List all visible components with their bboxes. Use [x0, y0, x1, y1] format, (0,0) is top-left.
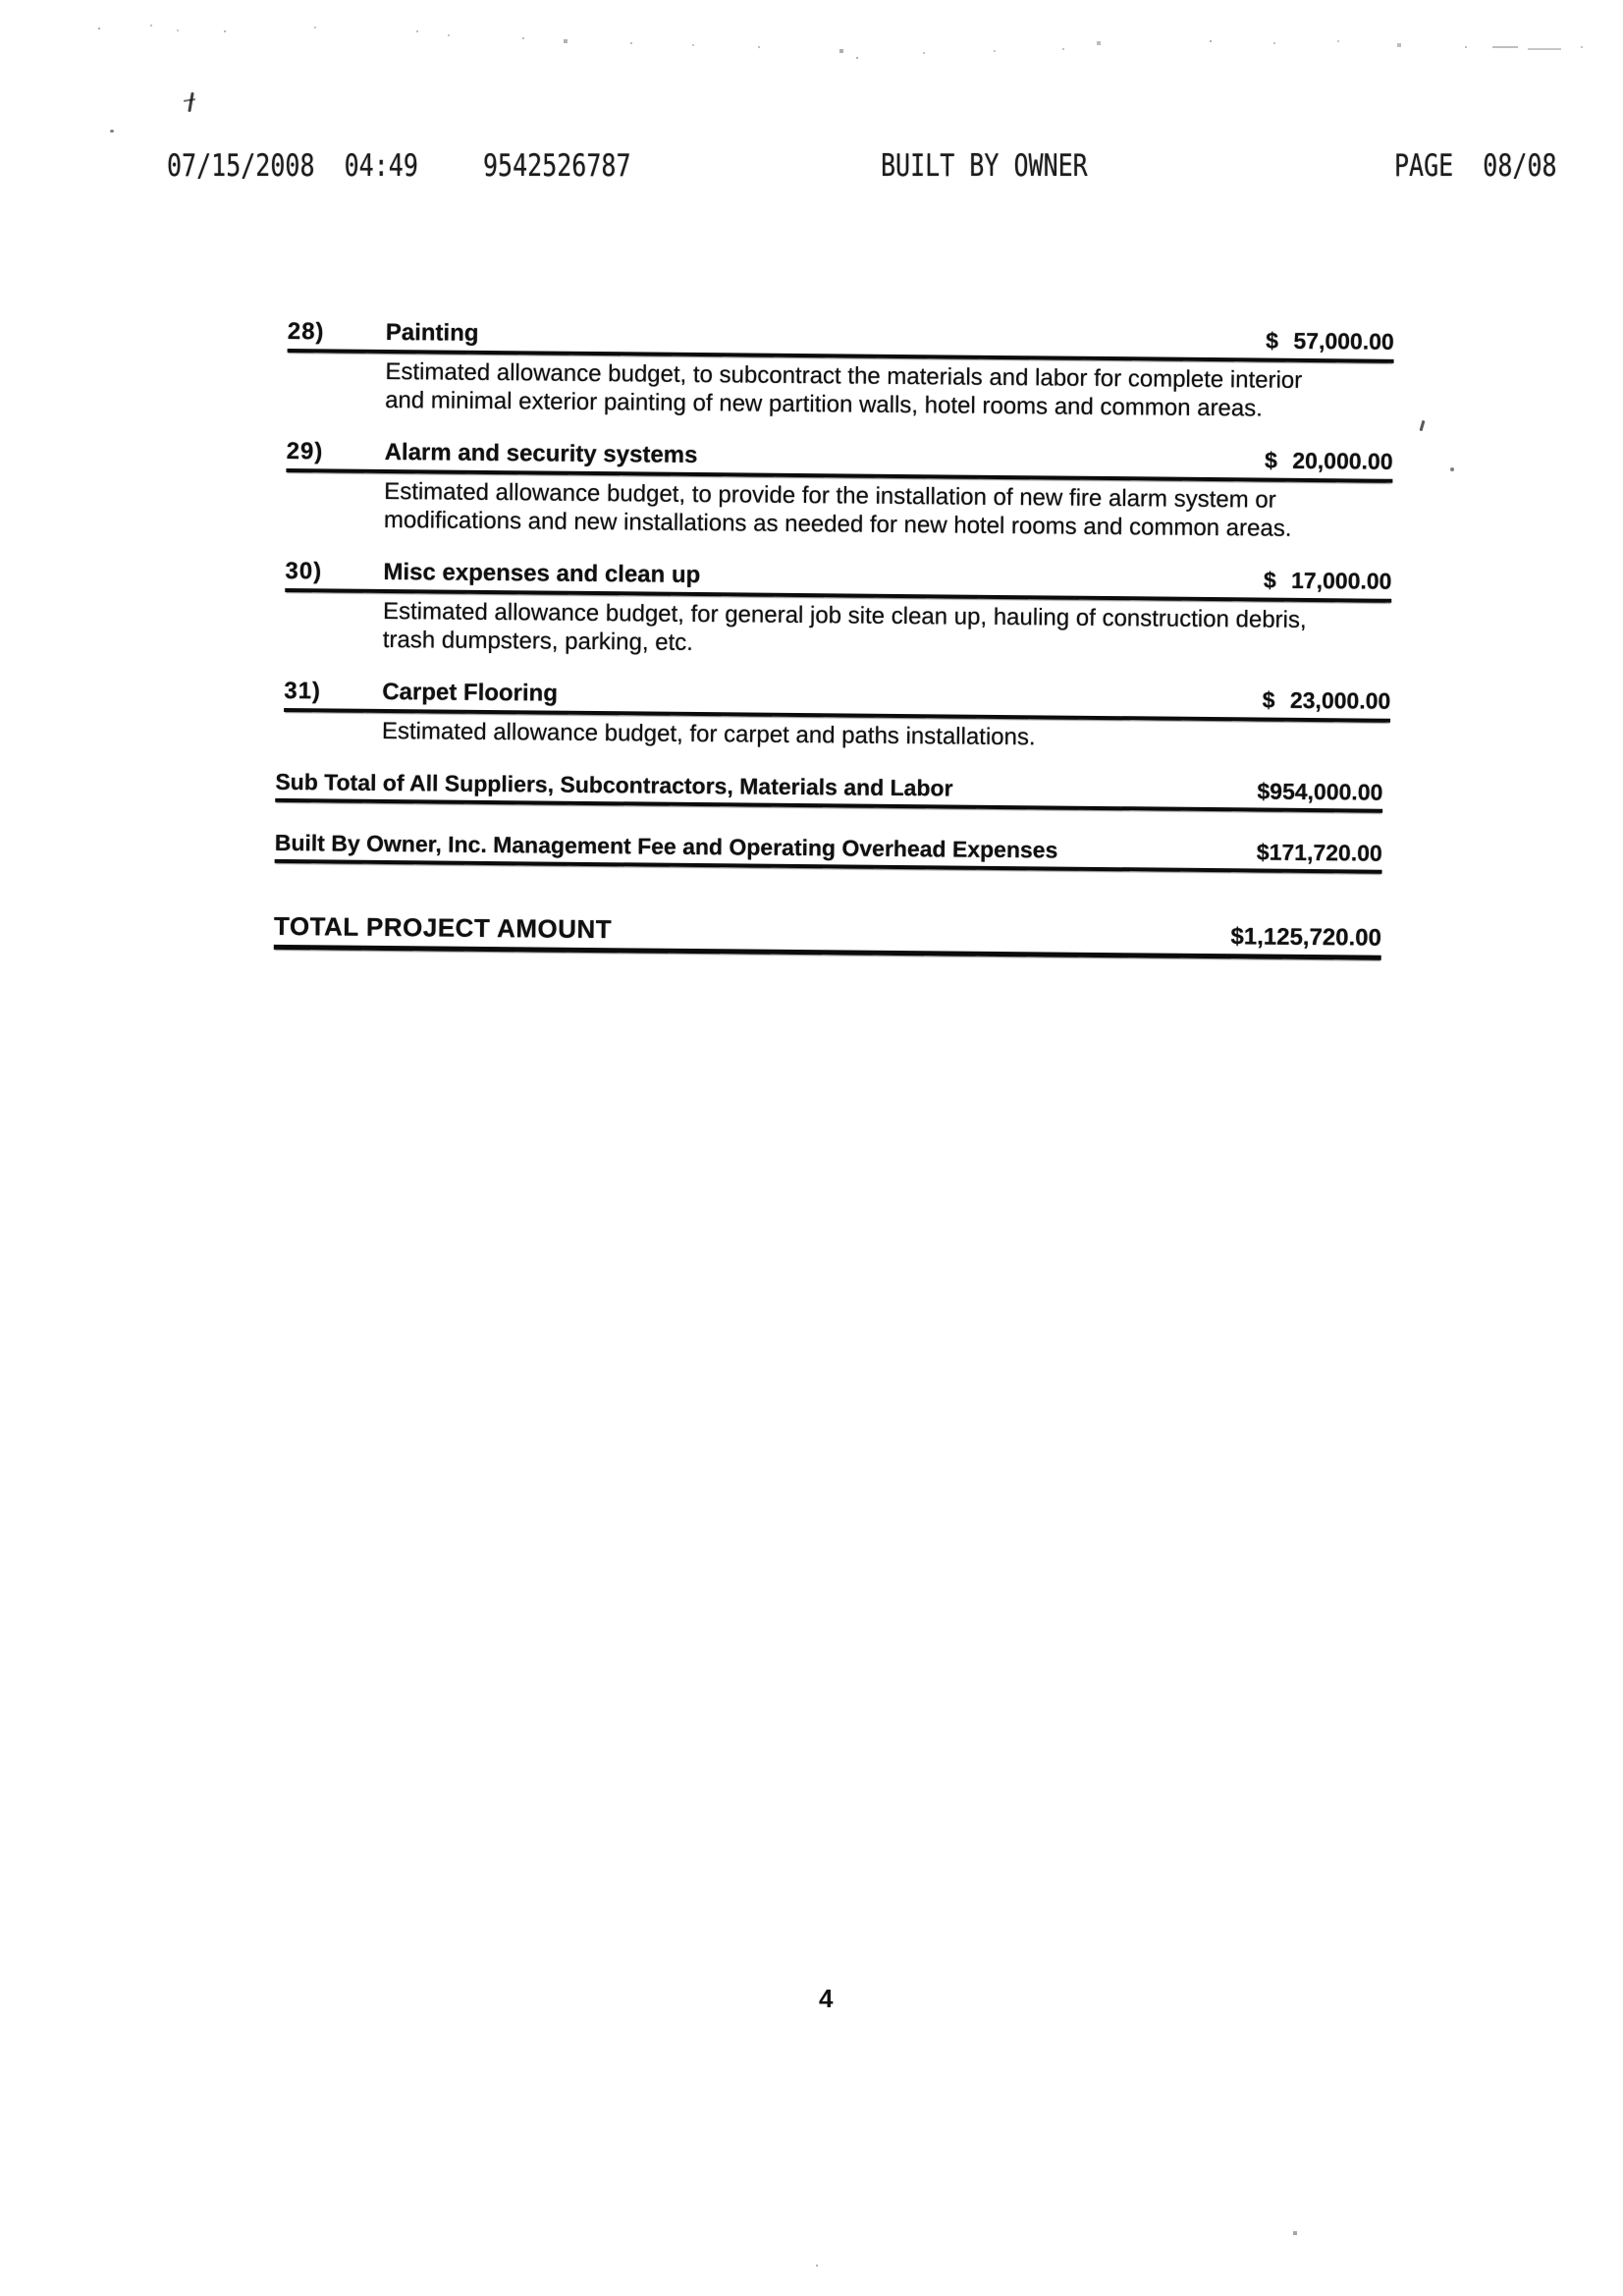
- subtotal-label: Sub Total of All Suppliers, Subcontractors, Materials and Labor: [275, 768, 953, 801]
- scan-stray-mark: [1420, 420, 1426, 431]
- line-item-28: [287, 316, 1394, 424]
- line-item-number: 30): [285, 557, 323, 585]
- description-line: modifications and new installations as needed for new hotel rooms and common areas.: [383, 506, 1292, 542]
- management-fee-row: [275, 828, 1382, 874]
- line-item-amount: $ 20,000.00: [1264, 447, 1393, 474]
- line-item-title: Carpet Flooring: [382, 678, 559, 707]
- line-item-amount: $ 57,000.00: [1266, 327, 1394, 355]
- description-line: Estimated allowance budget, to provide for the installation of new fire alarm system or: [384, 477, 1276, 514]
- fax-sender-id: BUILT BY OWNER: [881, 147, 1088, 184]
- line-item-title: Misc expenses and clean up: [383, 558, 701, 589]
- page-number: 4: [819, 1984, 834, 2013]
- fax-number: 9542526787: [483, 147, 631, 184]
- pen-tick-mark: [184, 98, 195, 102]
- management-fee-label: Built By Owner, Inc. Management Fee and Operating Overhead Expenses: [274, 829, 1058, 863]
- budget-body: [273, 312, 1394, 960]
- fax-page-indicator: PAGE 08/08: [1394, 147, 1557, 184]
- scan-dot: [110, 130, 114, 133]
- line-item-title: Alarm and security systems: [384, 438, 698, 469]
- line-item-number: 31): [284, 677, 322, 705]
- description-line: Estimated allowance budget, to subcontract the materials and labor for complete interior: [385, 357, 1303, 394]
- scan-noise-dash: [1492, 46, 1518, 48]
- line-item-number: 28): [287, 317, 325, 346]
- line-item-description: [385, 354, 1394, 424]
- line-item-30: [285, 556, 1392, 664]
- fax-datetime: 07/15/2008 04:49: [167, 147, 418, 184]
- total-project-label: TOTAL PROJECT AMOUNT: [273, 910, 613, 945]
- line-item-description: [384, 473, 1393, 544]
- scan-noise-speckles: [0, 0, 2, 2]
- scan-dot: [1450, 467, 1454, 471]
- subtotal-row: [275, 767, 1382, 813]
- line-item-description: [383, 593, 1392, 664]
- scan-noise-dash: [1528, 48, 1561, 50]
- subtotal-amount: $954,000.00: [1257, 778, 1383, 805]
- description-line: Estimated allowance budget, for carpet and paths installations.: [381, 717, 1036, 751]
- management-fee-amount: $171,720.00: [1256, 839, 1382, 866]
- line-item-31: [284, 676, 1391, 755]
- pen-tick-mark: [188, 92, 193, 112]
- line-item-amount: $ 17,000.00: [1263, 567, 1392, 594]
- total-project-amount: $1,125,720.00: [1230, 923, 1382, 952]
- description-line: and minimal exterior painting of new partition walls, hotel rooms and common areas.: [385, 386, 1263, 422]
- description-line: trash dumpsters, parking, etc.: [382, 626, 694, 656]
- line-item-number: 29): [286, 437, 324, 465]
- line-item-amount: $ 23,000.00: [1262, 686, 1391, 714]
- line-item-29: [286, 436, 1393, 544]
- line-item-title: Painting: [385, 318, 479, 347]
- description-line: Estimated allowance budget, for general job site clean up, hauling of construction debris,: [382, 597, 1307, 633]
- total-project-row: [274, 911, 1381, 960]
